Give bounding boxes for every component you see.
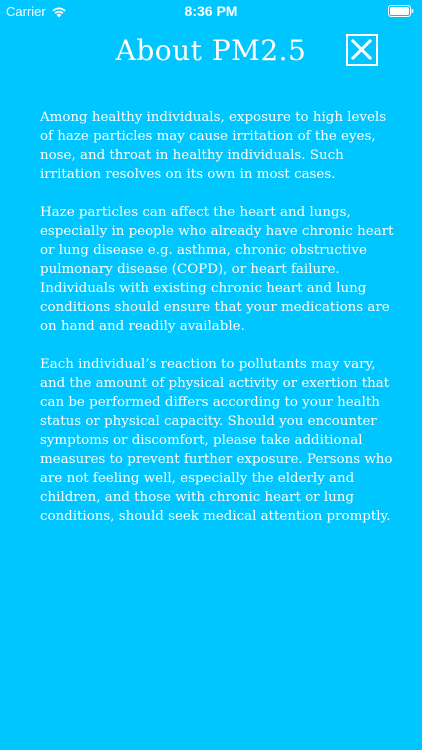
status-right xyxy=(388,5,414,17)
close-button[interactable] xyxy=(346,34,378,66)
page-title: About PM2.5 xyxy=(115,34,307,67)
about-content xyxy=(40,108,396,545)
close-icon xyxy=(351,39,372,60)
status-time: 8:36 PM xyxy=(184,3,238,19)
carrier-label: Carrier xyxy=(6,4,46,19)
paragraph-individual-reaction: Each individual’s reaction to pollutants may vary, and the amount of physical activity or exertion that can be performed differs according to your health status or physical capacity. Should you encounter symptoms or discomfort, please take additional measures to prevent further exposure. Persons who are not feeling well, especially the elderly and children, and those with chronic heart or lung conditions, should seek medical attention promptly. xyxy=(40,357,393,524)
status-bar xyxy=(0,0,422,22)
paragraph-heart-lungs: Haze particles can affect the heart and lungs, especially in people who already have chronic heart or lung disease e.g. asthma, chronic obstructive pulmonary disease (COPD), or heart failure. Individuals with existing chronic heart and lung conditions should ensure that your medications are on hand and readily available. xyxy=(40,205,394,334)
paragraph-irritation: Among healthy individuals, exposure to high levels of haze particles may cause irritation of the eyes, nose, and throat in healthy individuals. Such irritation resolves on its own in most cases. xyxy=(40,110,387,182)
battery-icon xyxy=(388,5,414,17)
